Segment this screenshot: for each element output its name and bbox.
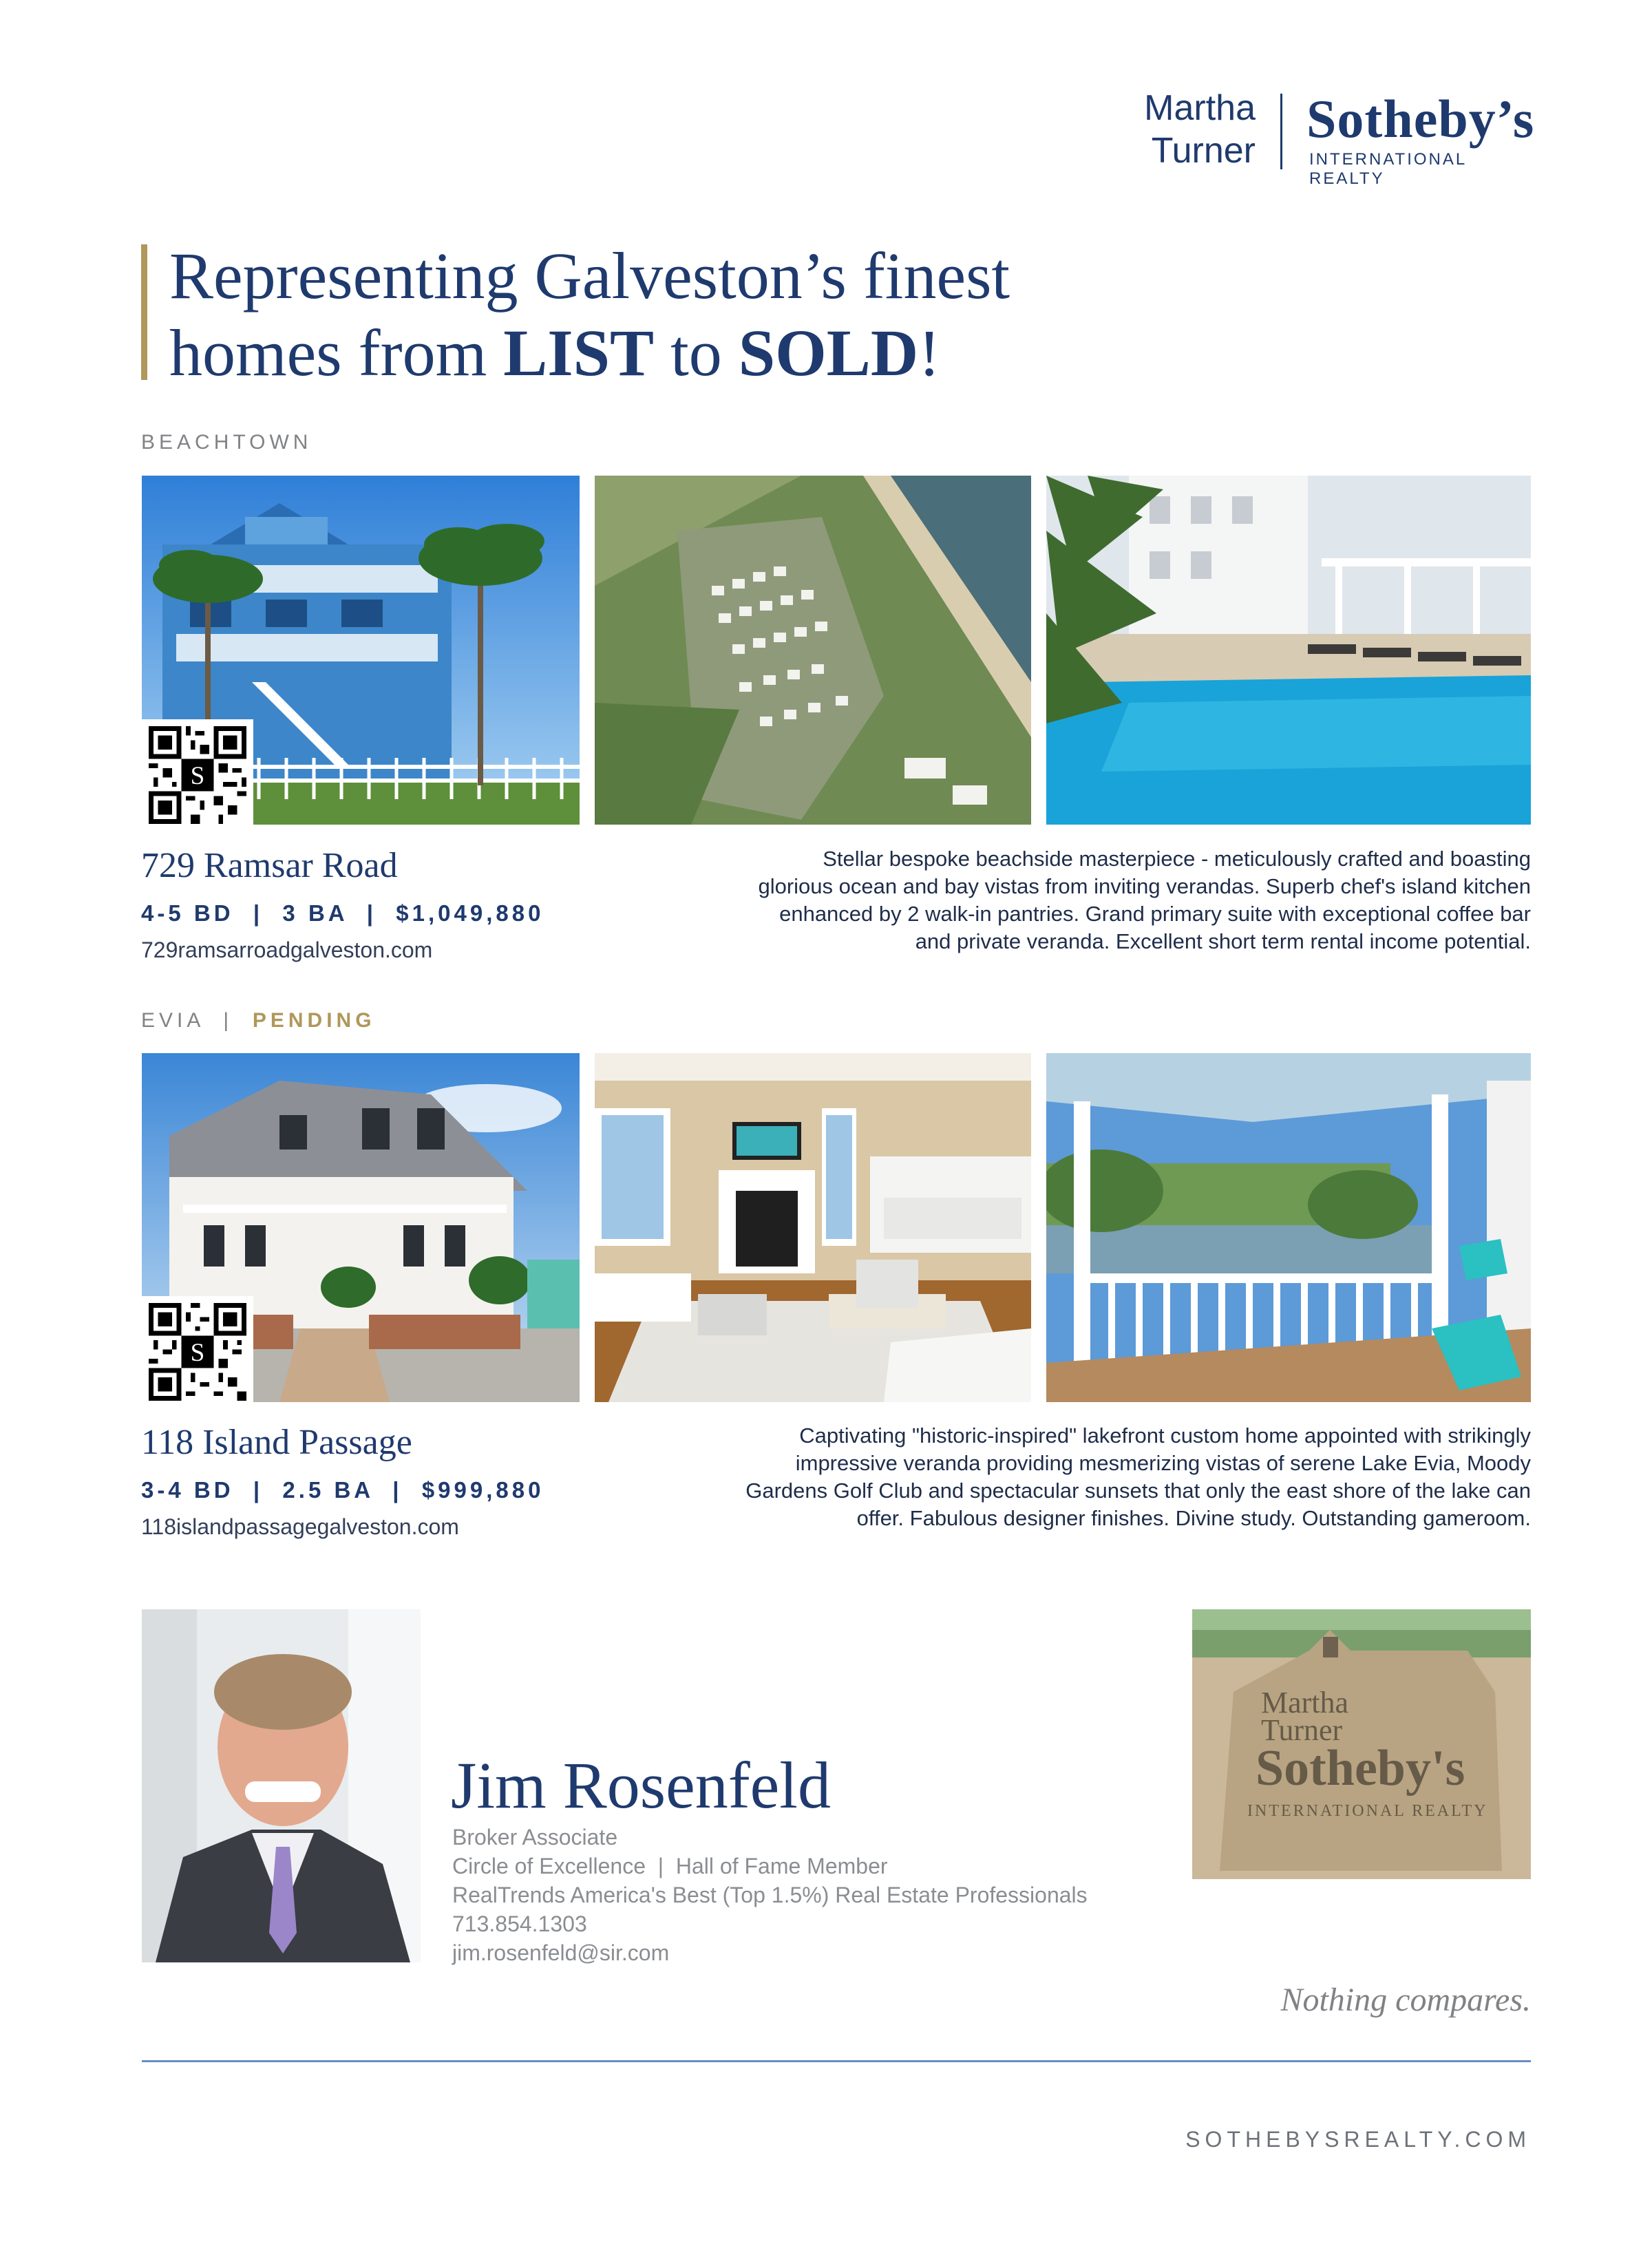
svg-text:Martha: Martha	[1261, 1686, 1349, 1719]
brand-sothebys: Sotheby’s	[1306, 89, 1535, 149]
listing-2-qr-code[interactable]	[142, 1296, 253, 1408]
agent-name: Jim Rosenfeld	[451, 1748, 831, 1822]
listing-2-photo-living-room[interactable]	[595, 1053, 1031, 1402]
logo-divider	[1280, 94, 1282, 169]
listing-1-qr-code[interactable]	[142, 719, 253, 831]
brand-logo	[1118, 84, 1535, 188]
listing-1-url[interactable]: 729ramsarroadgalveston.com	[141, 937, 433, 962]
headline-line2: homes from LIST to SOLD!	[169, 316, 941, 390]
listing-2-label: EVIA | PENDING	[141, 1009, 376, 1032]
svg-text:Sotheby's: Sotheby's	[1256, 1740, 1465, 1797]
svg-text:Turner: Turner	[1261, 1713, 1343, 1747]
brand-martha: Martha	[1144, 88, 1256, 128]
qr-code-icon	[149, 1303, 246, 1401]
listing-2-photo-veranda[interactable]	[1046, 1053, 1531, 1402]
agent-honors: Circle of Excellence | Hall of Fame Member	[452, 1854, 888, 1878]
listing-2-address: 118 Island Passage	[141, 1423, 412, 1462]
svg-text:S: S	[190, 1338, 205, 1367]
agent-details	[452, 1823, 1088, 1967]
agent-headshot	[142, 1609, 421, 1962]
listing-1-photo-pool[interactable]	[1046, 476, 1531, 825]
brand-martha-turner	[1118, 87, 1256, 172]
listing-1-description: Stellar bespoke beachside masterpiece - meticulously crafted and boasting glorious ocean and bay vistas from inviting verandas. Superb chef's island kitchen enhanced by 2 walk-in pantries. Grand primary suite with exceptional coffee bar and private veranda. Excellent short term rental income potential.	[758, 847, 1531, 953]
headline-list: LIST	[503, 316, 655, 390]
footer-website-link[interactable]: SOTHEBYSREALTY.COM	[1185, 2127, 1531, 2152]
listing-1-label: BEACHTOWN	[141, 431, 313, 454]
agent-ranking: RealTrends America's Best (Top 1.5%) Real Estate Professionals	[452, 1883, 1088, 1907]
headline-accent-bar	[141, 244, 147, 380]
qr-code-icon	[149, 726, 246, 824]
footer-divider	[142, 2060, 1531, 2062]
svg-text:S: S	[190, 761, 205, 790]
brand-international-realty: INTERNATIONAL REALTY	[1309, 150, 1467, 188]
sand-sculpture-logo	[1192, 1609, 1531, 1879]
agent-phone[interactable]: 713.854.1303	[452, 1911, 587, 1936]
listing-2-specs: 3-4 BD | 2.5 BA | $999,880	[141, 1477, 544, 1503]
listing-1-address: 729 Ramsar Road	[141, 846, 398, 885]
listing-2-description: Captivating "historic-inspired" lakefront custom home appointed with strikingly impressive veranda providing mesmerizing vistas of serene Lake Evia, Moody Gardens Golf Club and spectacular sunsets that only the east shore of the lake can offer. Fabulous designer finishes. Divine study. Outstanding gameroom.	[745, 1423, 1531, 1530]
agent-email[interactable]: jim.rosenfeld@sir.com	[452, 1940, 670, 1965]
headline-sold: SOLD	[738, 316, 919, 390]
svg-text:INTERNATIONAL REALTY: INTERNATIONAL REALTY	[1247, 1802, 1488, 1820]
listing-1-specs: 4-5 BD | 3 BA | $1,049,880	[141, 900, 544, 926]
listing-2-url[interactable]: 118islandpassagegalveston.com	[141, 1514, 459, 1539]
headline-line1: Representing Galveston’s finest	[169, 239, 1010, 312]
brand-turner: Turner	[1151, 131, 1256, 171]
pending-badge: PENDING	[252, 1009, 376, 1032]
tagline: Nothing compares.	[1280, 1982, 1531, 2018]
agent-title: Broker Associate	[452, 1825, 618, 1850]
listing-1-photo-aerial[interactable]	[595, 476, 1031, 825]
headline	[169, 237, 1010, 392]
